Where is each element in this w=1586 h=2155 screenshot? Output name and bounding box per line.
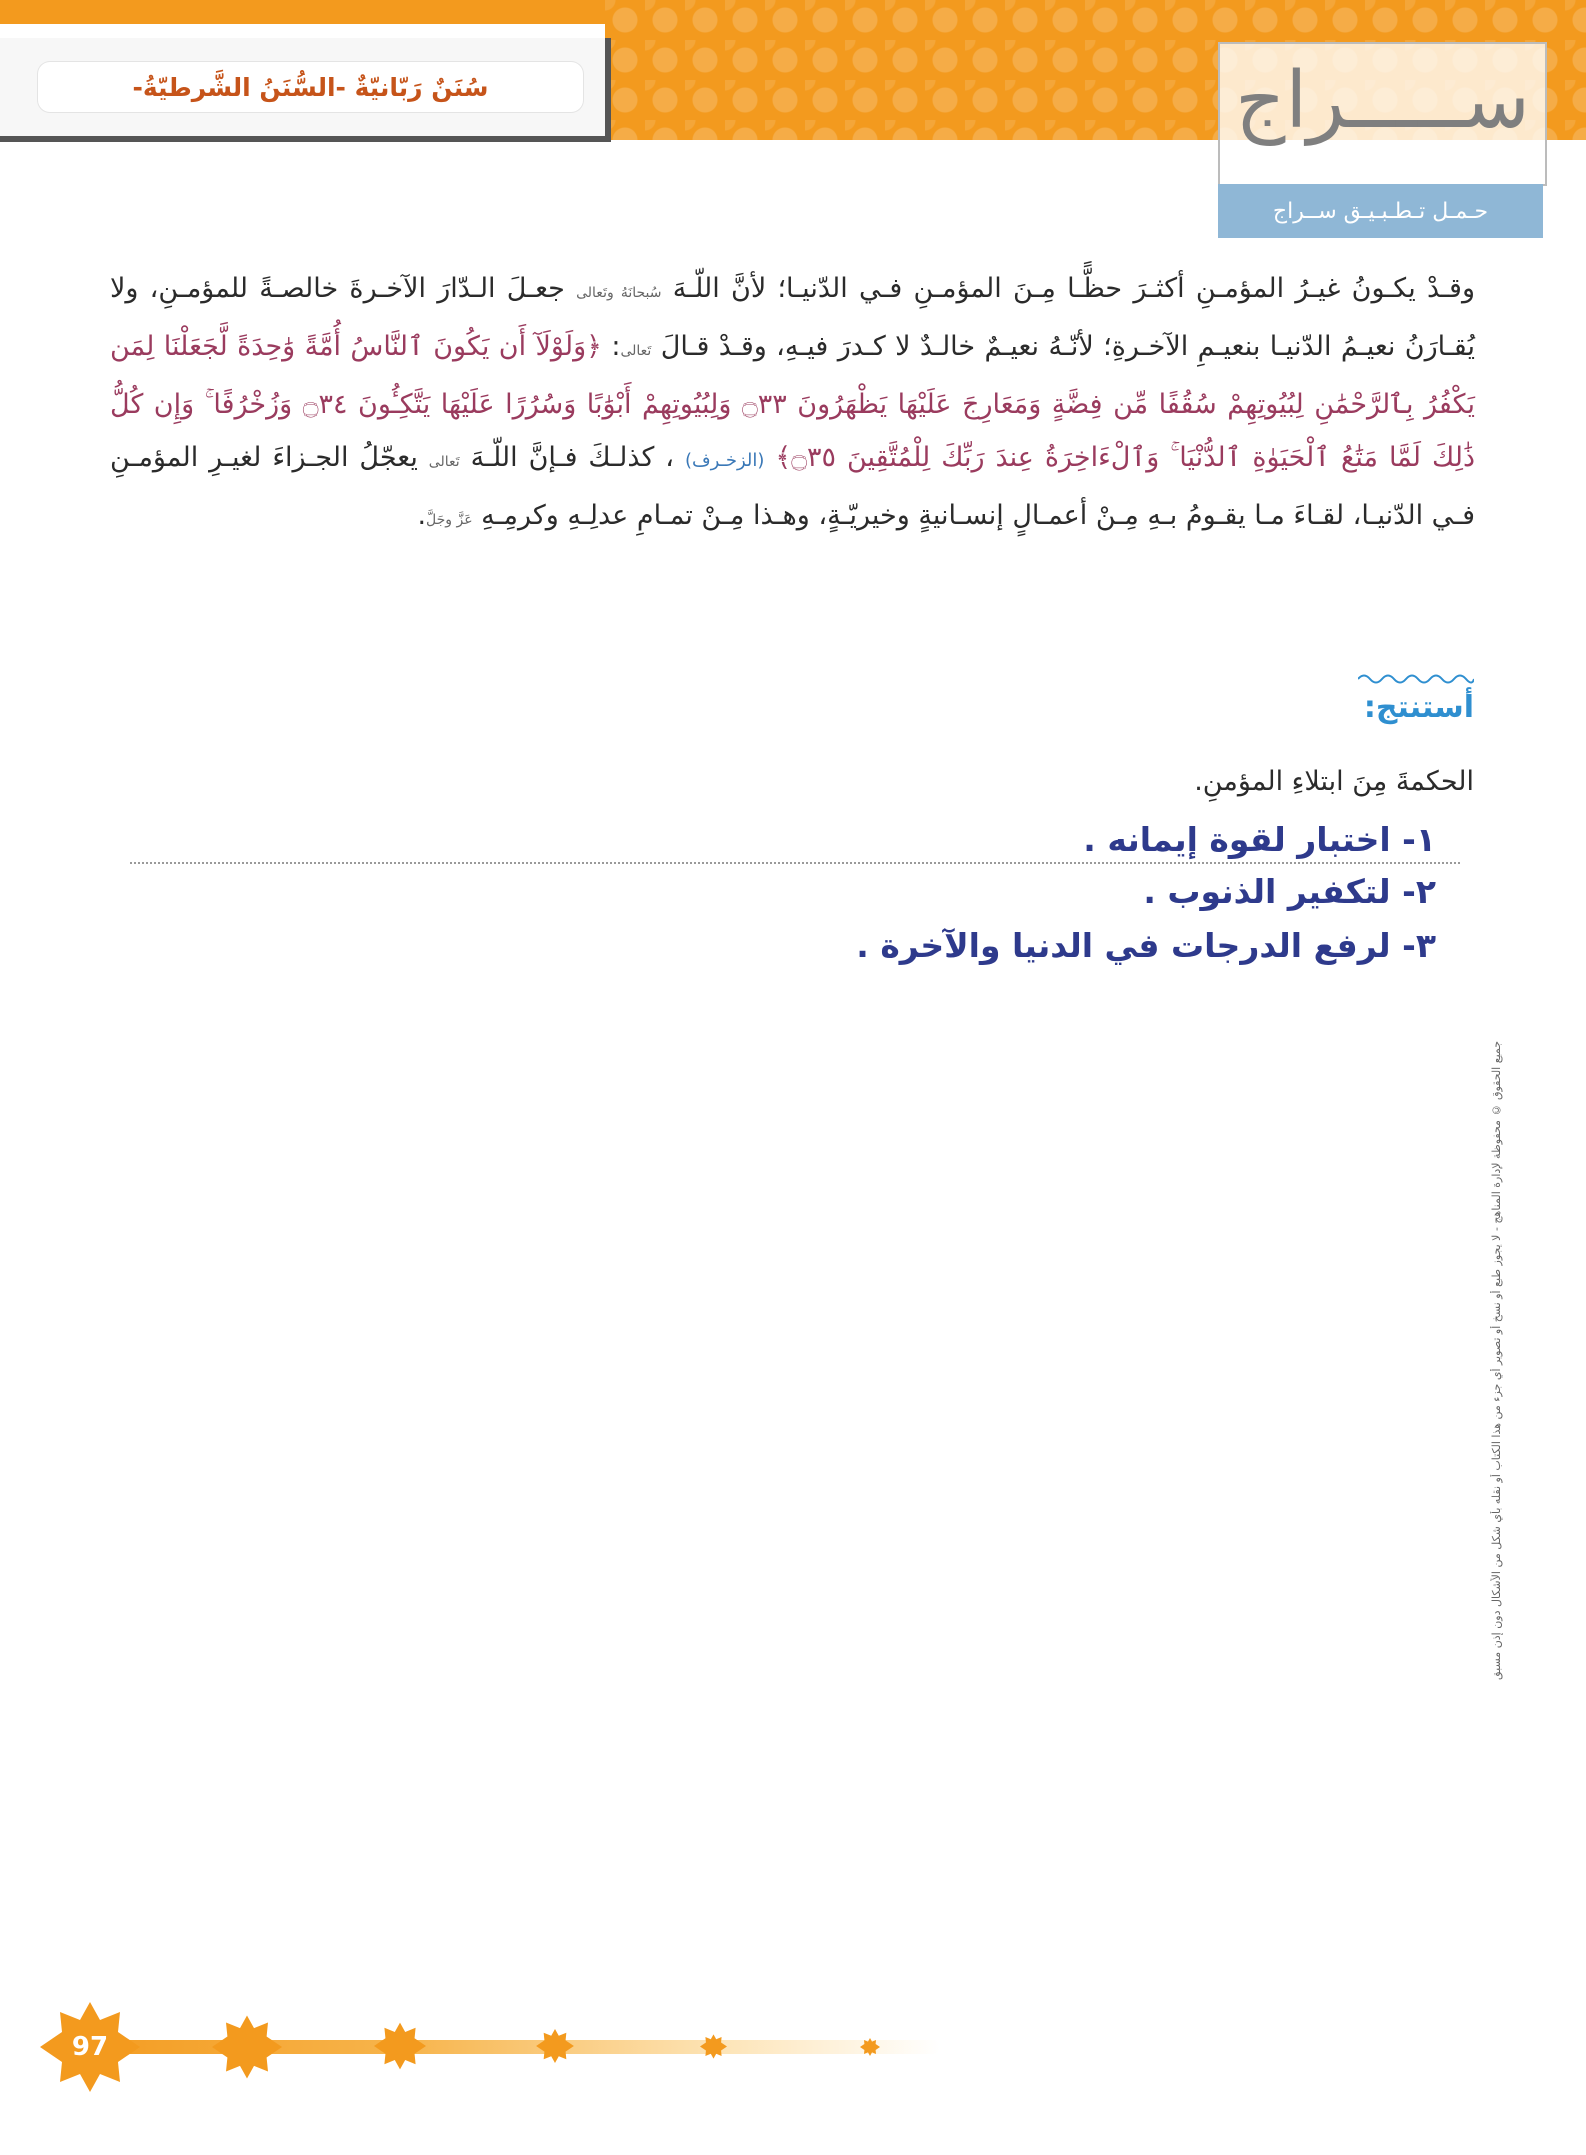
header-band-left <box>0 0 605 24</box>
siraj-logo-word: ســـــراج <box>1235 56 1530 146</box>
answer-3[interactable]: ٣- لرفع الدرجات في الدنيا والآخرة . <box>856 926 1436 965</box>
quran-verse: ﴿وَلَوْلَآ أَن يَكُونَ ٱلنَّاسُ أُمَّةً وَٰحِدَةً لَّجَعَلْنَا لِمَن يَكْفُرُ بِٱلرَّحْمَٰنِ لِبُيُوتِهِمْ سُقُفًا مِّن فِضَّةٍ وَمَعَارِجَ عَلَيْهَا يَظْهَرُونَ ۝٣٣ وَلِبُيُوتِهِمْ أَبْوَٰبًا وَسُرُرًا عَلَيْهَا يَتَّكِـُٔونَ ۝٣٤ وَزُخْرُفًا ۚ وَإِن كُلُّ ذَٰلِكَ لَمَّا مَتَٰعُ ٱلْحَيَوٰةِ ٱلدُّنْيَا ۚ وَٱلْءَاخِرَةُ عِندَ رَبِّكَ لِلْمُتَّقِينَ ۝٣٥﴾ <box>110 331 1476 473</box>
body-text-4: يعجّلُ الجـزاءَ لغيـرِ المؤمـنِ فـي الدّنيـا، لقـاءَ مـا يقـومُ بـهِ مِـنْ أعمـالٍ إنسـانيةٍ وخيريّـةٍ، وهـذا مِـنْ تمـامِ عدلِـهِ وكرمِـهِ <box>110 442 1475 531</box>
conclude-prompt: الحكمةَ مِنَ ابتلاءِ المؤمنِ. <box>1194 766 1474 797</box>
footer-star-icon <box>700 2034 727 2059</box>
surah-reference: (الزخـرف) <box>684 450 765 471</box>
body-end: . <box>417 500 427 531</box>
honorific-4: عَزَّ وجَلَّ <box>426 512 473 528</box>
conclude-heading: أستنتج: <box>1363 690 1474 725</box>
body-text-3: ، كذلـكَ فـإنَّ اللّـهَ <box>470 442 675 473</box>
siraj-logo[interactable] <box>1218 42 1547 186</box>
honorific-1: سُبحانَهُ وتَعالى <box>576 285 662 301</box>
footer-star-icon <box>212 2014 282 2080</box>
footer-star-icon <box>860 2038 880 2056</box>
wave-decoration-icon <box>1358 672 1474 686</box>
honorific-2: تَعالى <box>620 343 652 359</box>
answer-1[interactable]: ١- اختبار لقوة إيمانه . <box>1083 820 1436 859</box>
chapter-title-pill <box>38 62 583 112</box>
chapter-title: سُنَنٌ رَبّانيّةٌ -السُّنَنُ الشَّرطيّةُ- <box>132 72 489 102</box>
footer-decoration-line <box>60 2040 940 2054</box>
page-number: 97 <box>71 2032 109 2062</box>
footer-star-icon <box>374 2022 426 2070</box>
siraj-tagline-bar[interactable] <box>1218 184 1543 238</box>
footer-star-icon <box>536 2029 574 2063</box>
side-copyright-note: جميع الحقوق © محفوظة لإدارة المناهج - لا يجوز طبع أو نسخ أو تصوير أي جزء من هذا الكتاب أو نقله بأي شكل من الأشكال دون إذن مسبق <box>1490 1040 1503 1680</box>
answer-2[interactable]: ٢- لتكفير الذنوب . <box>1143 872 1436 911</box>
body-text-1: وقـدْ يكـونُ غيـرُ المؤمـنِ أكثـرَ حظًّـا مِـنَ المؤمـنِ فـي الدّنيـا؛ لأنَّ اللّـهَ <box>672 273 1475 304</box>
answer-line-1 <box>130 862 1460 864</box>
body-text-2: جعـلَ الـدّارَ الآخـرةَ خالصـةً للمؤمـنِ، ولا يُقـارَنُ نعيـمُ الدّنيـا بنعيـمِ الآخـرةِ؛ لأنّـهُ نعيـمٌ خالـدٌ لا كـدرَ فيـهِ، وقـدْ قـالَ <box>110 273 1475 362</box>
body-paragraph: وقـدْ يكـونُ غيـرُ المؤمـنِ أكثـرَ حظًّـا مِـنَ المؤمـنِ فـي الدّنيـا؛ لأنَّ اللّـهَ سُبحانَهُ وتَعالى جعـلَ الـدّارَ الآخـرةَ خالصـةً للمؤمـنِ، ولا يُقـارَنُ نعيـمُ الدّنيـا بنعيـمِ الآخـرةِ؛ لأنّـهُ نعيـمٌ خالـدٌ لا كـدرَ فيـهِ، وقـدْ قـالَ تَعالى: ﴿وَلَوْلَآ أَن يَكُونَ ٱلنَّاسُ أُمَّةً وَٰحِدَةً لَّجَعَلْنَا لِمَن يَكْفُرُ بِٱلرَّحْمَٰنِ لِبُيُوتِهِمْ سُقُفًا مِّن فِضَّةٍ وَمَعَارِجَ عَلَيْهَا يَظْهَرُونَ ۝٣٣ وَلِبُيُوتِهِمْ أَبْوَٰبًا وَسُرُرًا عَلَيْهَا يَتَّكِـُٔونَ ۝٣٤ وَزُخْرُفًا ۚ وَإِن كُلُّ ذَٰلِكَ لَمَّا مَتَٰعُ ٱلْحَيَوٰةِ ٱلدُّنْيَا ۚ وَٱلْءَاخِرَةُ عِندَ رَبِّكَ لِلْمُتَّقِينَ ۝٣٥﴾ (الزخـرف) ، كذلـكَ فـإنَّ اللّـهَ تَعالى يعجّلُ الجـزاءَ لغيـرِ المؤمـنِ فـي الدّنيـا، لقـاءَ مـا يقـومُ بـهِ مِـنْ أعمـالٍ إنسـانيةٍ وخيريّـةٍ، وهـذا مِـنْ تمـامِ عدلِـهِ وكرمِـهِ عَزَّ وجَلَّ. <box>110 273 1476 531</box>
honorific-3: تَعالى <box>428 454 460 470</box>
siraj-tagline: حـمـل تـطـبـيـق ســراج <box>1272 198 1489 224</box>
